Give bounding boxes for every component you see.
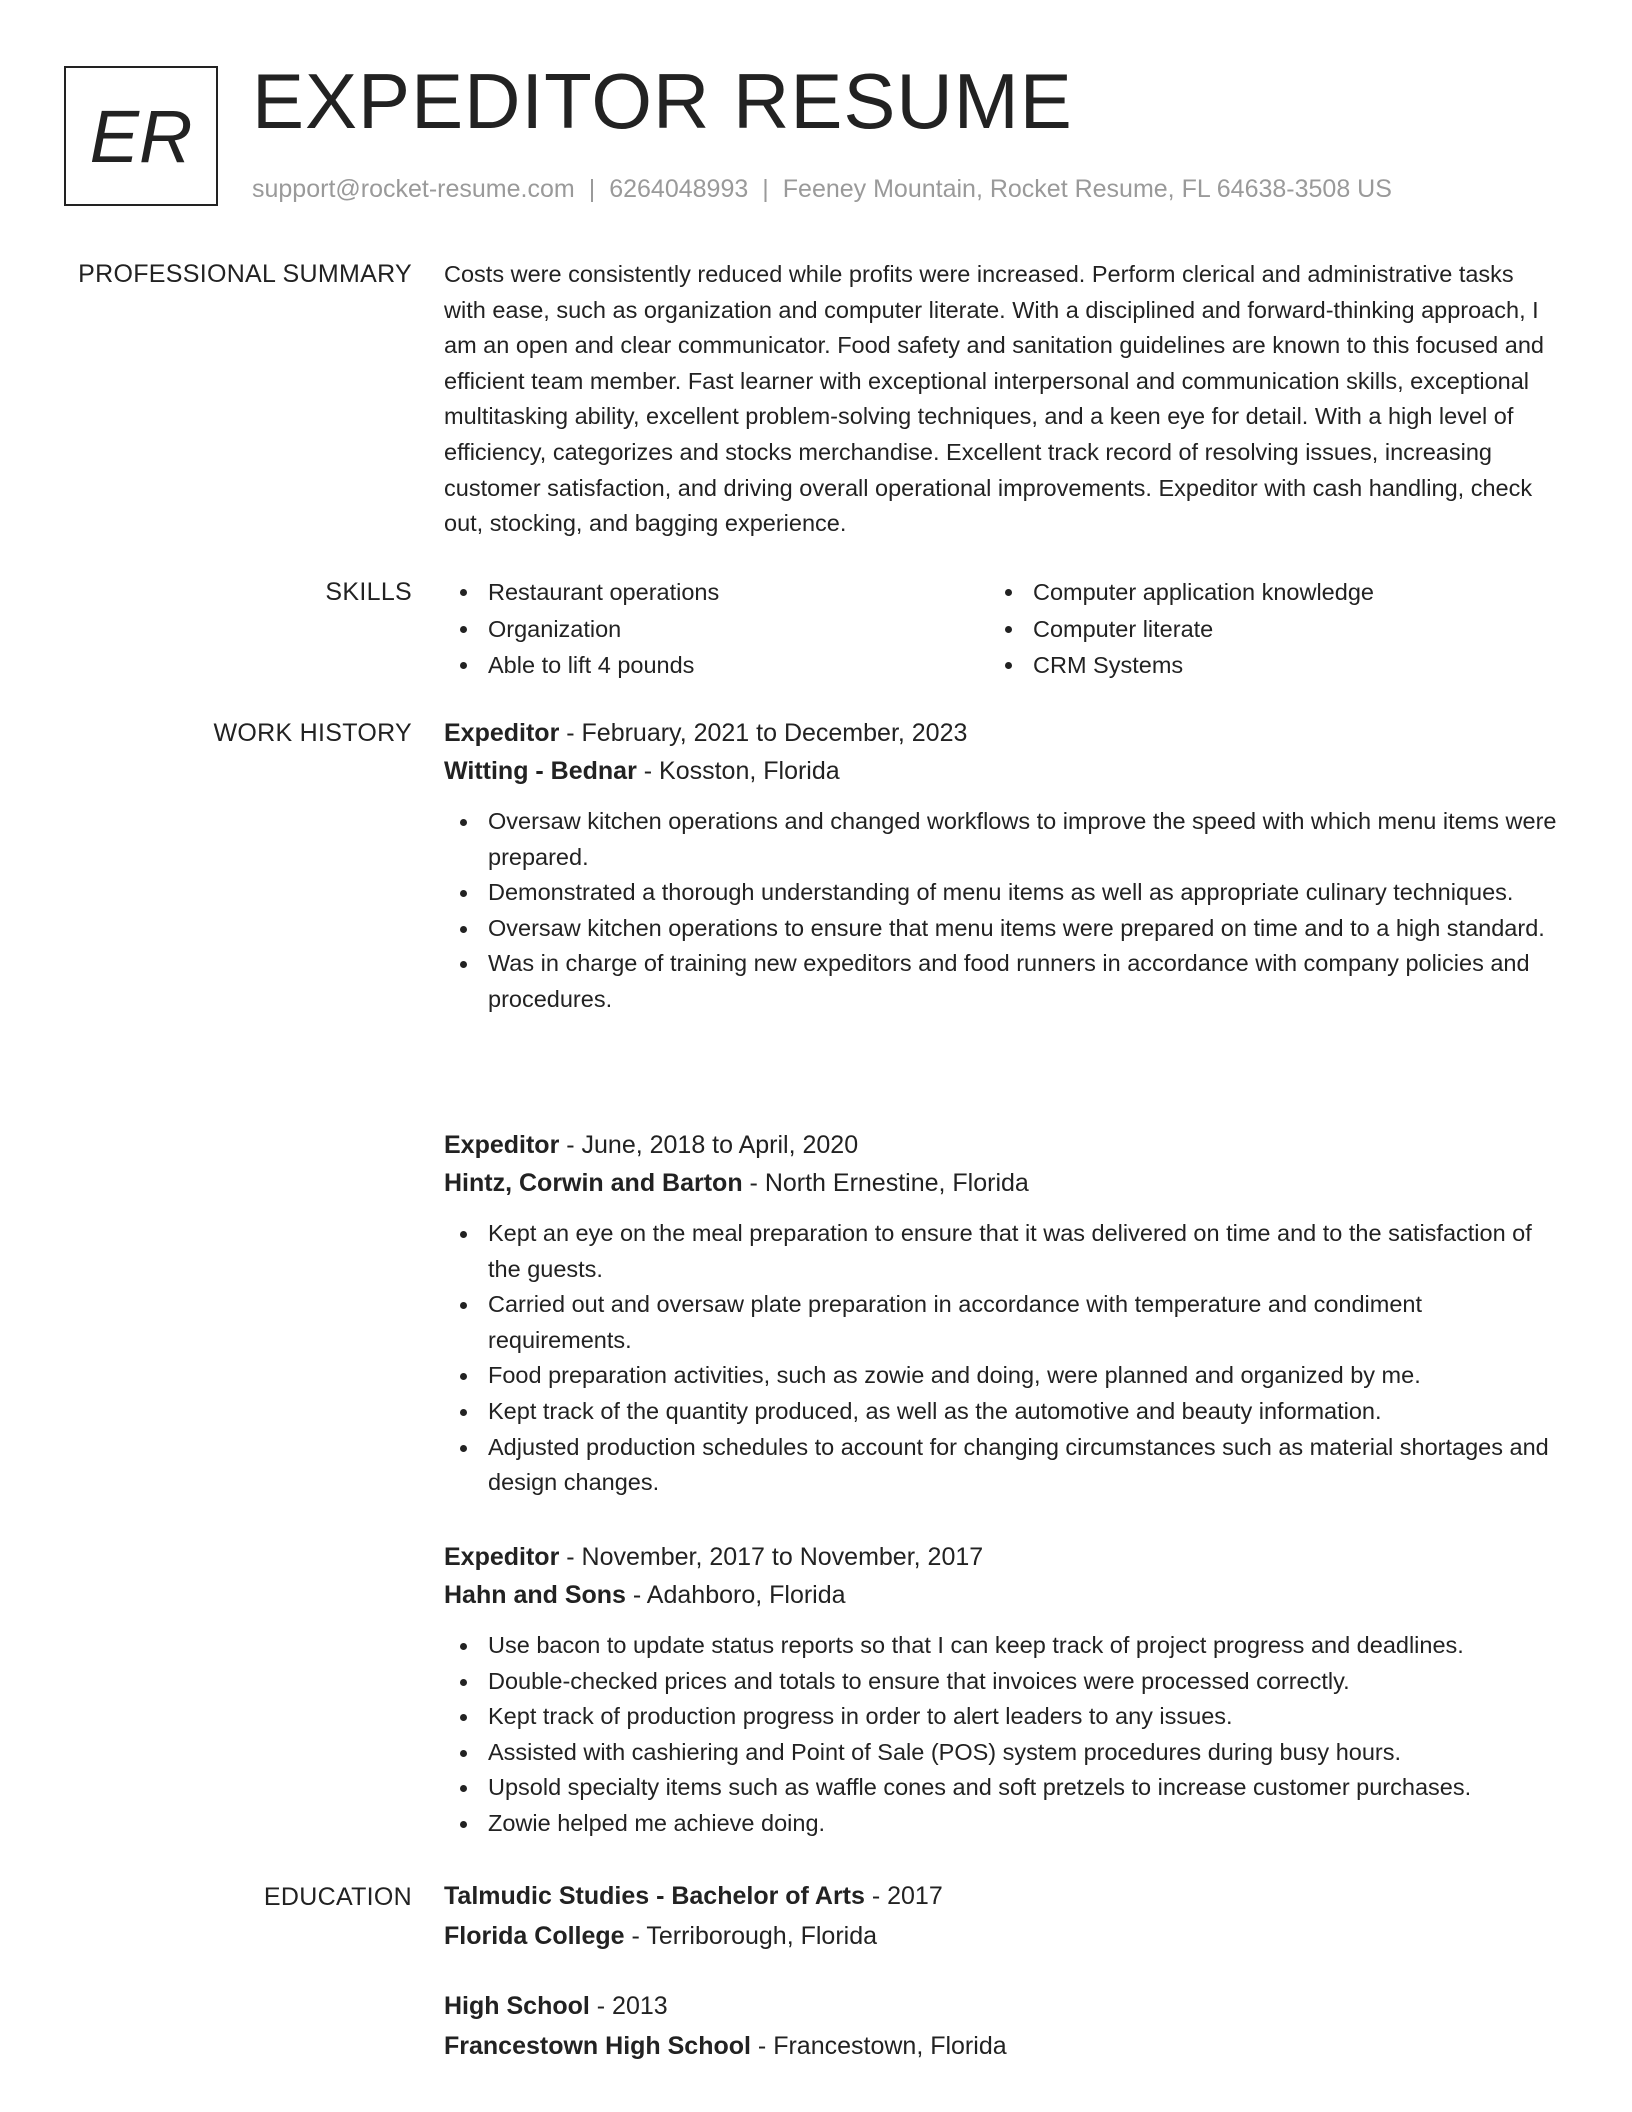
job-title: Expeditor <box>444 1131 560 1159</box>
job-bullet: Upsold specialty items such as waffle cones and soft pretzels to increase customer purchases. <box>444 1770 1559 1806</box>
job-company: Hahn and Sons <box>444 1581 626 1609</box>
skills-list-right <box>989 574 1534 684</box>
education-degree-line <box>444 1876 1559 1916</box>
job-bullet: Assisted with cashiering and Point of Sale (POS) system procedures during busy hours. <box>444 1735 1559 1771</box>
job-bullet: Food preparation activities, such as zowie and doing, were planned and organized by me. <box>444 1358 1559 1394</box>
job-dates: - June, 2018 to April, 2020 <box>559 1131 859 1159</box>
job-title-line <box>444 1126 1559 1164</box>
skills-section <box>444 574 1559 684</box>
job-company: Hintz, Corwin and Barton <box>444 1169 743 1197</box>
education-school: Francestown High School <box>444 2032 751 2060</box>
education-school-line <box>444 2026 1559 2066</box>
summary-section <box>444 257 1559 542</box>
monogram-logo: ER <box>64 66 218 206</box>
section-label-summary: PROFESSIONAL SUMMARY <box>78 260 412 288</box>
education-location: - Francestown, Florida <box>750 2032 1007 2060</box>
contact-separator: | <box>762 175 769 203</box>
job-location: - Kosston, Florida <box>636 757 840 785</box>
job-bullet: Double-checked prices and totals to ensure that invoices were processed correctly. <box>444 1664 1559 1700</box>
job-bullet: Oversaw kitchen operations to ensure that menu items were prepared on time and to a high standard. <box>444 911 1559 947</box>
education-location: - Terriborough, Florida <box>624 1922 878 1950</box>
skill-item: Computer literate <box>989 611 1534 648</box>
education-entry <box>444 1986 1559 2066</box>
education-year: - 2017 <box>864 1882 943 1910</box>
contact-line <box>252 174 1392 204</box>
section-label-work: WORK HISTORY <box>213 719 412 747</box>
contact-separator: | <box>588 175 596 203</box>
job-bullet: Kept track of the quantity produced, as well as the automotive and beauty information. <box>444 1394 1559 1430</box>
job-bullet: Adjusted production schedules to account for changing circumstances such as material shortages and design changes. <box>444 1430 1559 1501</box>
skill-item: Computer application knowledge <box>989 574 1534 611</box>
job-location: - North Ernestine, Florida <box>742 1169 1029 1197</box>
job-bullet: Zowie helped me achieve doing. <box>444 1806 1559 1842</box>
job-company-line <box>444 1164 1559 1202</box>
education-school-line <box>444 1916 1559 1956</box>
skill-item: Restaurant operations <box>444 574 989 611</box>
contact-email[interactable]: support@rocket-resume.com <box>252 175 575 203</box>
education-degree-line <box>444 1986 1559 2026</box>
job-entry <box>444 1538 1559 1842</box>
job-dates: - November, 2017 to November, 2017 <box>559 1543 984 1571</box>
job-title: Expeditor <box>444 1543 560 1571</box>
job-bullet: Use bacon to update status reports so that I can keep track of project progress and deadlines. <box>444 1628 1559 1664</box>
skills-list-left <box>444 574 989 684</box>
job-dates: - February, 2021 to December, 2023 <box>559 719 968 747</box>
education-school: Florida College <box>444 1922 625 1950</box>
job-entry <box>444 714 1559 1018</box>
job-bullets <box>444 1628 1559 1842</box>
job-location: - Adahboro, Florida <box>625 1581 846 1609</box>
skill-item: Organization <box>444 611 989 648</box>
education-year: - 2013 <box>589 1992 668 2020</box>
job-title: Expeditor <box>444 719 560 747</box>
job-bullets <box>444 804 1559 1018</box>
job-bullet: Demonstrated a thorough understanding of menu items as well as appropriate culinary techniques. <box>444 875 1559 911</box>
summary-text: Costs were consistently reduced while profits were increased. Perform clerical and administrative tasks with ease, such as organization and computer literate. With a disciplined and forward-thinking approach, I am an open and clear communicator. Food safety and sanitation guidelines are known to this focused and efficient team member. Fast learner with exceptional interpersonal and communication skills, exceptional multitasking ability, excellent problem-solving techniques, and a keen eye for detail. With a high level of efficiency, categorizes and stocks merchandise. Excellent track record of resolving issues, increasing customer satisfaction, and driving overall operational improvements. Expeditor with cash handling, check out, stocking, and bagging experience. <box>444 261 1544 537</box>
section-label-education: EDUCATION <box>263 1883 412 1911</box>
resume-title: EXPEDITOR RESUME <box>252 57 1073 145</box>
job-title-line <box>444 1538 1559 1576</box>
job-bullets <box>444 1216 1559 1501</box>
skill-item: CRM Systems <box>989 647 1534 684</box>
job-company: Witting - Bednar <box>444 757 637 785</box>
job-company-line <box>444 752 1559 790</box>
education-degree: High School <box>444 1992 590 2020</box>
section-label-skills: SKILLS <box>325 578 412 606</box>
contact-phone[interactable]: 6264048993 <box>609 175 749 203</box>
job-entry <box>444 1126 1559 1501</box>
job-company-line <box>444 1576 1559 1614</box>
contact-address: Feeney Mountain, Rocket Resume, FL 64638-3508 US <box>782 175 1392 203</box>
job-bullet: Oversaw kitchen operations and changed workflows to improve the speed with which menu items were prepared. <box>444 804 1559 875</box>
job-bullet: Was in charge of training new expeditors and food runners in accordance with company policies and procedures. <box>444 946 1559 1017</box>
skill-item: Able to lift 4 pounds <box>444 647 989 684</box>
education-degree: Talmudic Studies - Bachelor of Arts <box>444 1882 865 1910</box>
job-bullet: Kept an eye on the meal preparation to ensure that it was delivered on time and to the satisfaction of the guests. <box>444 1216 1559 1287</box>
education-entry <box>444 1876 1559 1956</box>
job-bullet: Carried out and oversaw plate preparation in accordance with temperature and condiment requirements. <box>444 1287 1559 1358</box>
job-bullet: Kept track of production progress in order to alert leaders to any issues. <box>444 1699 1559 1735</box>
job-title-line <box>444 714 1559 752</box>
